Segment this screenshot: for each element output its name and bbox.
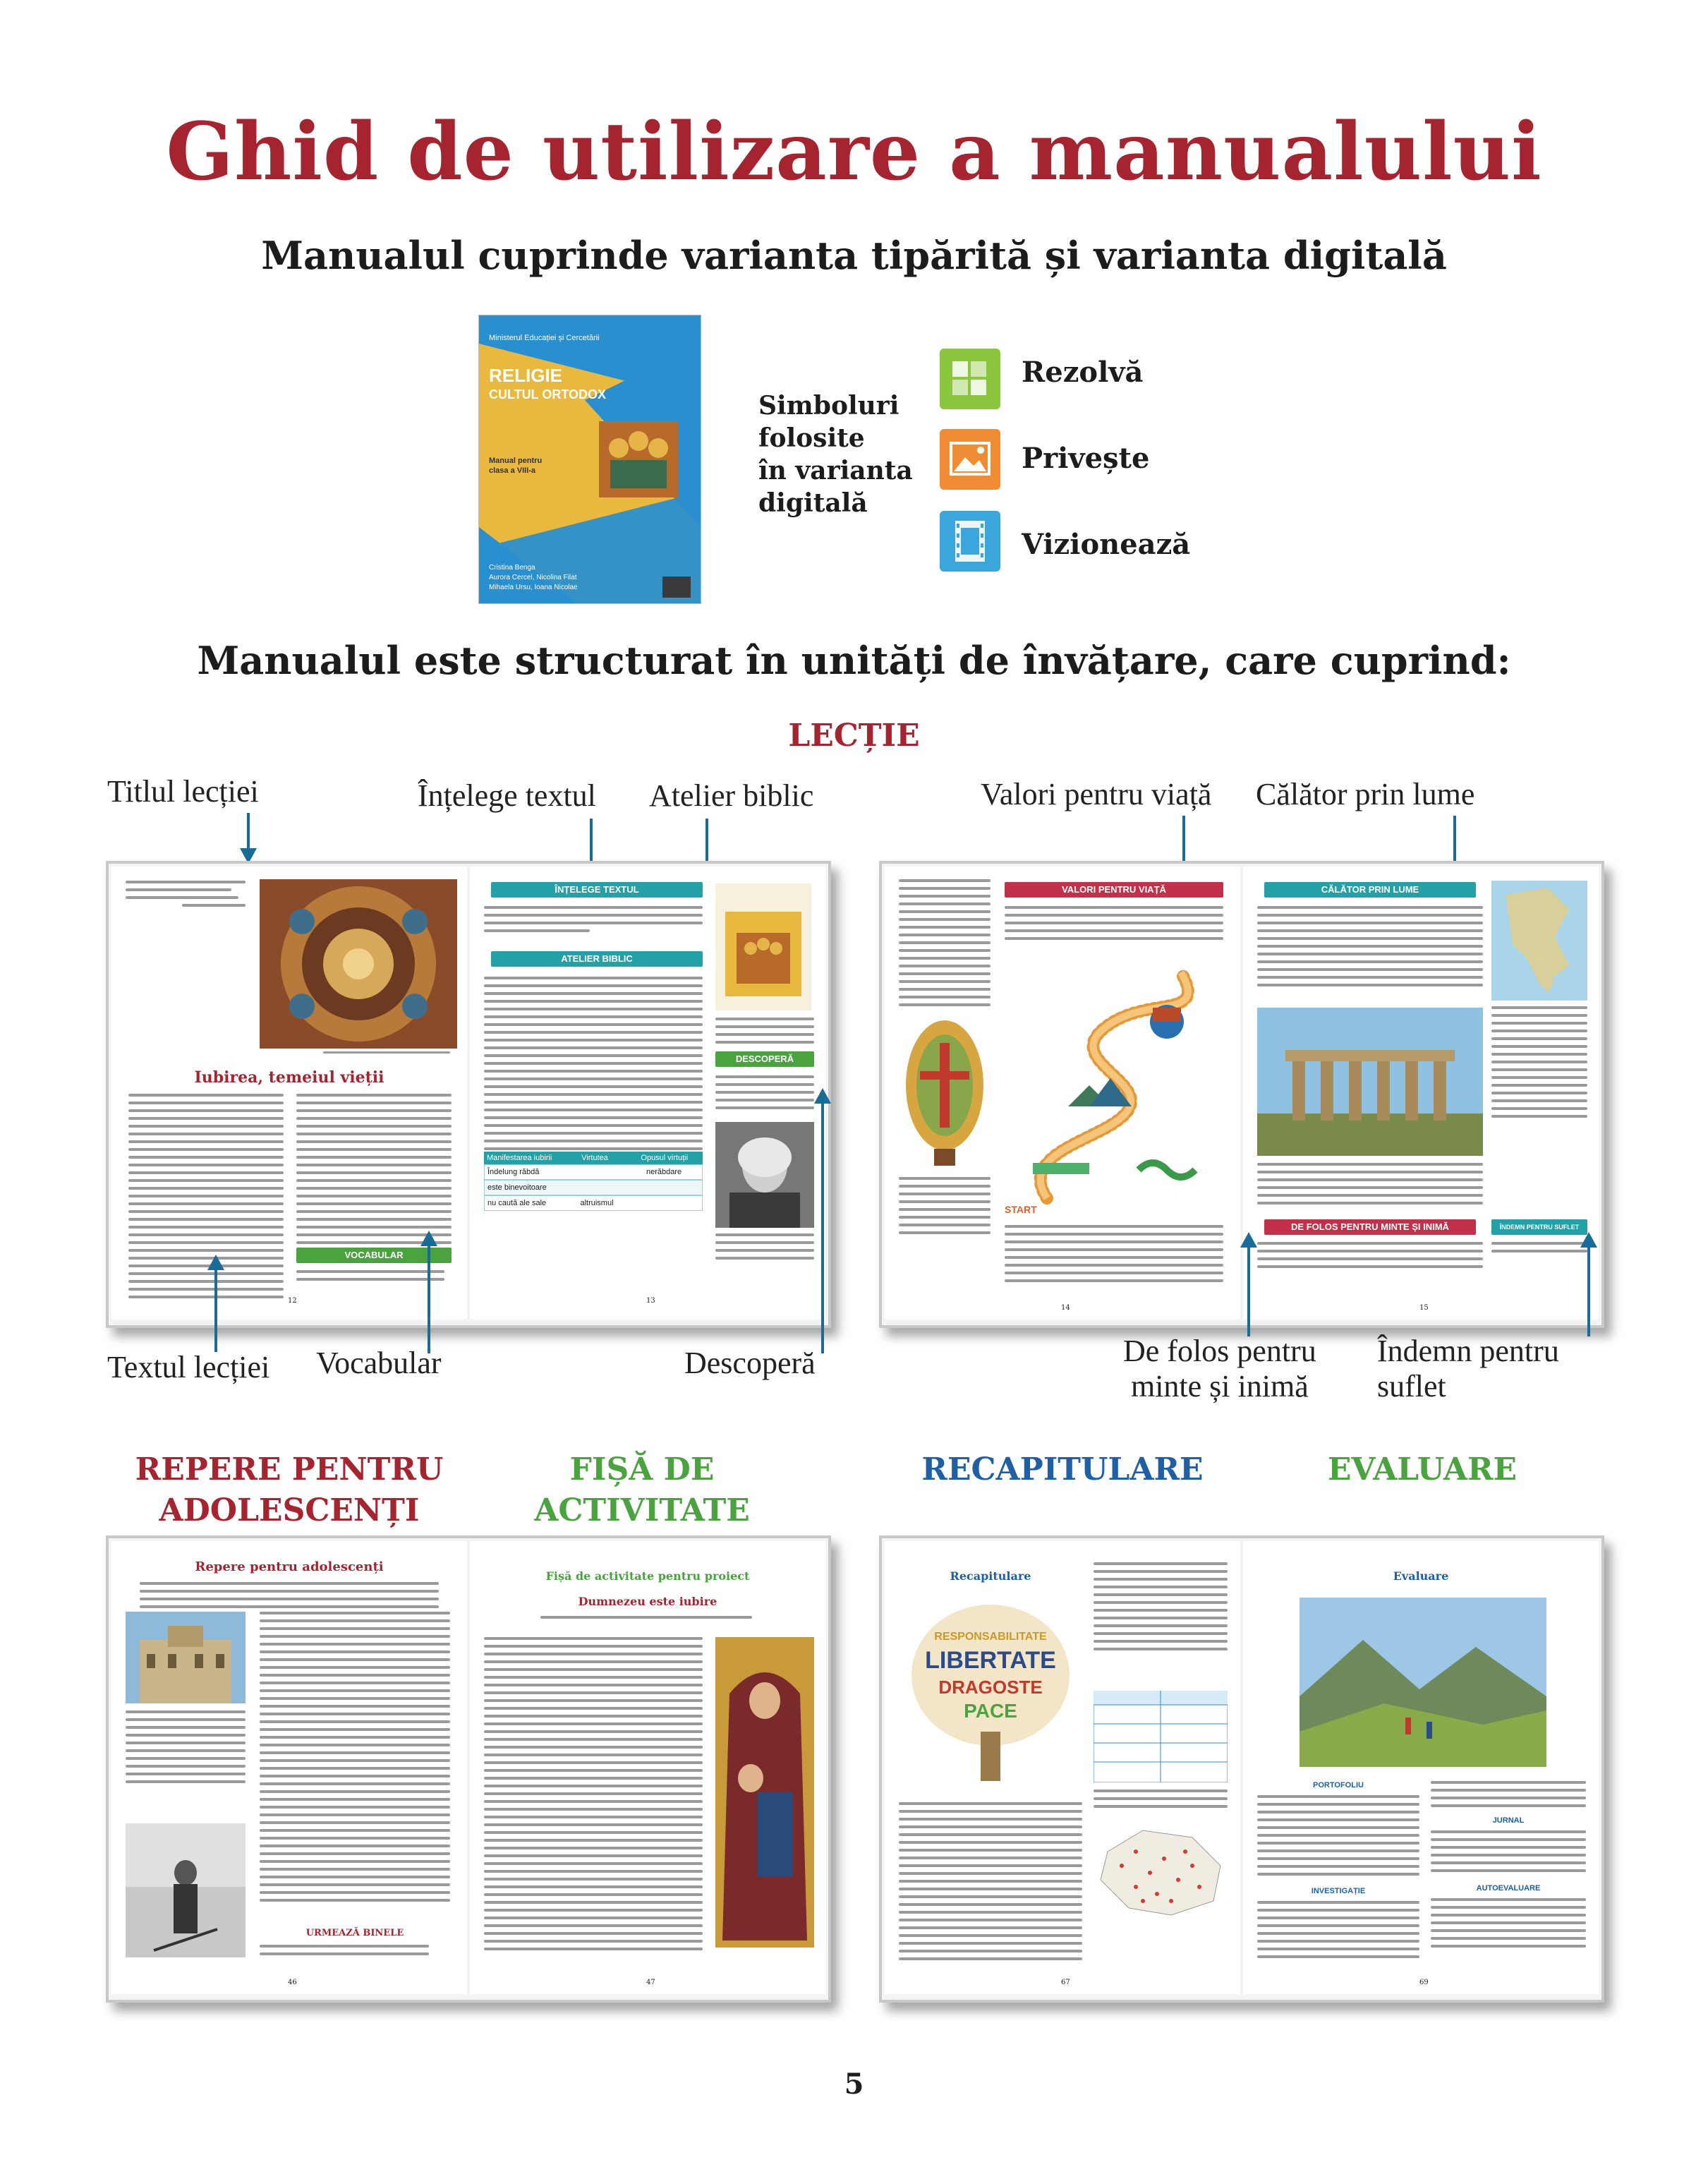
table-cell: este binevoitoare (487, 1183, 547, 1192)
puzzle-icon (940, 349, 1000, 409)
table-header-2: Virtutea (581, 1154, 608, 1162)
table-header-1: Manifestarea iubirii (487, 1154, 552, 1162)
table-header-3: Opusul virtuții (641, 1154, 689, 1162)
pill-valori-pentru-viata: VALORI PENTRU VIAȚĂ (1005, 882, 1223, 898)
pill-indemn-pentru-suflet: ÎNDEMN PENTRU SUFLET (1491, 1219, 1587, 1235)
table-cell: Îndelung răbdă (487, 1168, 540, 1176)
map-greece-image (1491, 881, 1587, 1001)
arrow-vocabular (428, 1243, 430, 1353)
symbols-caption-3: în varianta (758, 456, 913, 485)
subtitle-printed-digital: Manualul cuprinde varianta tipărită și varianta digitală (261, 233, 1447, 278)
film-icon (940, 511, 1000, 572)
jurnal-heading: JURNAL (1492, 1816, 1525, 1825)
label-indemn (1377, 1334, 1559, 1404)
table-cell: altruismul (580, 1199, 614, 1207)
cover-subtitle: CULTUL ORTODOX (489, 387, 606, 402)
cover-grade-2: clasa a VIII-a (489, 466, 536, 475)
arrow-titlul (247, 813, 250, 861)
mountain-hikers-photo (1300, 1598, 1546, 1767)
pill-de-folos: DE FOLOS PENTRU MINTE ȘI INIMĂ (1264, 1219, 1476, 1235)
heading-recapitulare: RECAPITULARE (921, 1451, 1204, 1487)
pill-calator-prin-lume: CĂLĂTOR PRIN LUME (1264, 882, 1476, 898)
repere-title: Repere pentru adolescenți (195, 1559, 384, 1574)
symbols-caption-1: Simboluri (758, 391, 900, 421)
cover-authors-3: Mihaela Ursu, Ioana Nicolae (489, 584, 578, 591)
autoevaluare-heading: AUTOEVALUARE (1476, 1884, 1541, 1893)
fisa-title: Fișă de activitate pentru proiect (545, 1569, 750, 1583)
lectie-heading: LECȚIE (788, 718, 920, 754)
label-atelier-biblic: Atelier biblic (649, 778, 814, 813)
subtitle-structure: Manualul este structurat în unități de învățare, care cuprind: (197, 638, 1511, 683)
portofoliu-heading: PORTOFOLIU (1313, 1781, 1364, 1789)
portrait-photo (715, 1122, 814, 1228)
label-textul-lectiei: Textul lecției (107, 1350, 270, 1384)
label-intelege-textul: Înțelege textul (418, 778, 596, 813)
label-valori-pentru-viata: Valori pentru viață (981, 777, 1212, 811)
cover-title: RELIGIE (489, 365, 563, 386)
page-46 (111, 1541, 467, 1994)
page-number-15: 15 (1419, 1304, 1429, 1312)
pill-intelege-textul: ÎNȚELEGE TEXTUL (491, 882, 703, 898)
word-dragoste: DRAGOSTE (938, 1677, 1043, 1698)
cover-publisher: Ministerul Educației și Cercetării (489, 334, 600, 342)
recap-table (1094, 1691, 1228, 1782)
building-photo (126, 1612, 246, 1703)
arrow-textul (214, 1267, 217, 1352)
table-cell: nerăbdare (646, 1168, 682, 1176)
word-pace: PACE (964, 1700, 1017, 1722)
spread-recap-eval (879, 1535, 1604, 2003)
page-title: Ghid de utilizare a manualului (166, 106, 1542, 198)
lesson-text-col1 (128, 1094, 284, 1303)
cover-authors-1: Cristina Benga (489, 564, 535, 572)
heading-repere-2: ADOLESCENȚI (159, 1492, 420, 1528)
label-calator-prin-lume: Călător prin lume (1256, 777, 1475, 811)
pill-atelier-biblic: ATELIER BIBLIC (491, 951, 703, 967)
virtues-table (484, 1152, 703, 1211)
label-titlul-lectiei: Titlul lecției (107, 774, 259, 809)
page-13 (470, 867, 825, 1320)
label-de-folos-1: De folos pentru (1123, 1334, 1316, 1368)
heading-repere-1: REPERE PENTRU (135, 1451, 444, 1487)
page-number: 5 (844, 2068, 864, 2101)
cover-authors-2: Aurora Cercel, Nicolina Filat (489, 574, 577, 581)
icon-painting (899, 1015, 991, 1170)
heading-evaluare: EVALUARE (1327, 1451, 1518, 1487)
word-cloud-tree (906, 1598, 1075, 1788)
page-number-12: 12 (288, 1297, 297, 1305)
symbol-label-vizioneaza: Vizionează (1022, 528, 1191, 561)
virgin-mary-icon (715, 1637, 814, 1948)
page-67 (885, 1541, 1240, 1994)
old-photo (126, 1823, 246, 1957)
page-number-14: 14 (1061, 1304, 1070, 1312)
symbol-label-priveste: Privește (1022, 442, 1150, 475)
investigatie-heading: INVESTIGAȚIE (1311, 1887, 1366, 1895)
heading-fisa-1: FIȘĂ DE ACTIVITATE (534, 1451, 750, 1528)
recap-title: Recapitulare (950, 1569, 1031, 1583)
quote-block (126, 881, 253, 912)
page-47 (470, 1541, 825, 1994)
page-number-13: 13 (646, 1297, 655, 1305)
word-libertate: LIBERTATE (925, 1647, 1056, 1674)
temple-photo (1257, 1008, 1483, 1156)
page-15 (1243, 867, 1599, 1320)
label-vocabular: Vocabular (316, 1346, 442, 1380)
pill-descopera: DESCOPERĂ (715, 1051, 814, 1067)
book-cover (478, 315, 701, 604)
symbols-caption-4: digitală (758, 488, 868, 518)
eval-title: Evaluare (1393, 1569, 1449, 1583)
path-game-illustration (1005, 944, 1230, 1219)
arrow-de-folos (1247, 1245, 1250, 1336)
page-69 (1243, 1541, 1599, 1994)
urmeaza-binele: URMEAZĂ BINELE (305, 1928, 404, 1938)
start-label: START (1005, 1204, 1037, 1215)
heading-repere (106, 1449, 473, 1531)
table-cell: nu caută ale sale (487, 1199, 547, 1207)
page-number-67: 67 (1061, 1979, 1070, 1986)
dome-fresco-image (260, 879, 457, 1049)
symbol-label-rezolva: Rezolvă (1022, 356, 1144, 389)
label-indemn-1: Îndemn pentru (1377, 1334, 1559, 1368)
spread-repere-fisa (106, 1535, 831, 2003)
page-12 (111, 867, 467, 1320)
cover-grade-1: Manual pentru (489, 457, 543, 465)
word-responsabilitate: RESPONSABILITATE (934, 1631, 1047, 1643)
spread-lectie-2 (879, 861, 1604, 1328)
page-number-46: 46 (288, 1979, 297, 1986)
page-number-47: 47 (646, 1979, 655, 1986)
symbols-caption-2: folosite (758, 423, 865, 453)
romania-map (1094, 1823, 1228, 1922)
arrow-descopera (821, 1101, 824, 1353)
fisa-subtitle: Dumnezeu este iubire (578, 1595, 717, 1608)
page-number-69: 69 (1419, 1979, 1429, 1986)
symbols-caption (758, 390, 913, 519)
pill-vocabular: VOCABULAR (296, 1248, 452, 1263)
label-de-folos-2: minte și inimă (1130, 1369, 1309, 1404)
image-icon (940, 429, 1000, 490)
label-descopera: Descoperă (684, 1346, 816, 1380)
arrow-indemn (1587, 1245, 1590, 1336)
book-image (715, 883, 811, 1010)
label-de-folos (1123, 1334, 1316, 1404)
page-14 (885, 867, 1240, 1320)
lesson-title: Iubirea, temeiul vieții (194, 1068, 384, 1087)
label-indemn-2: suflet (1377, 1369, 1446, 1404)
